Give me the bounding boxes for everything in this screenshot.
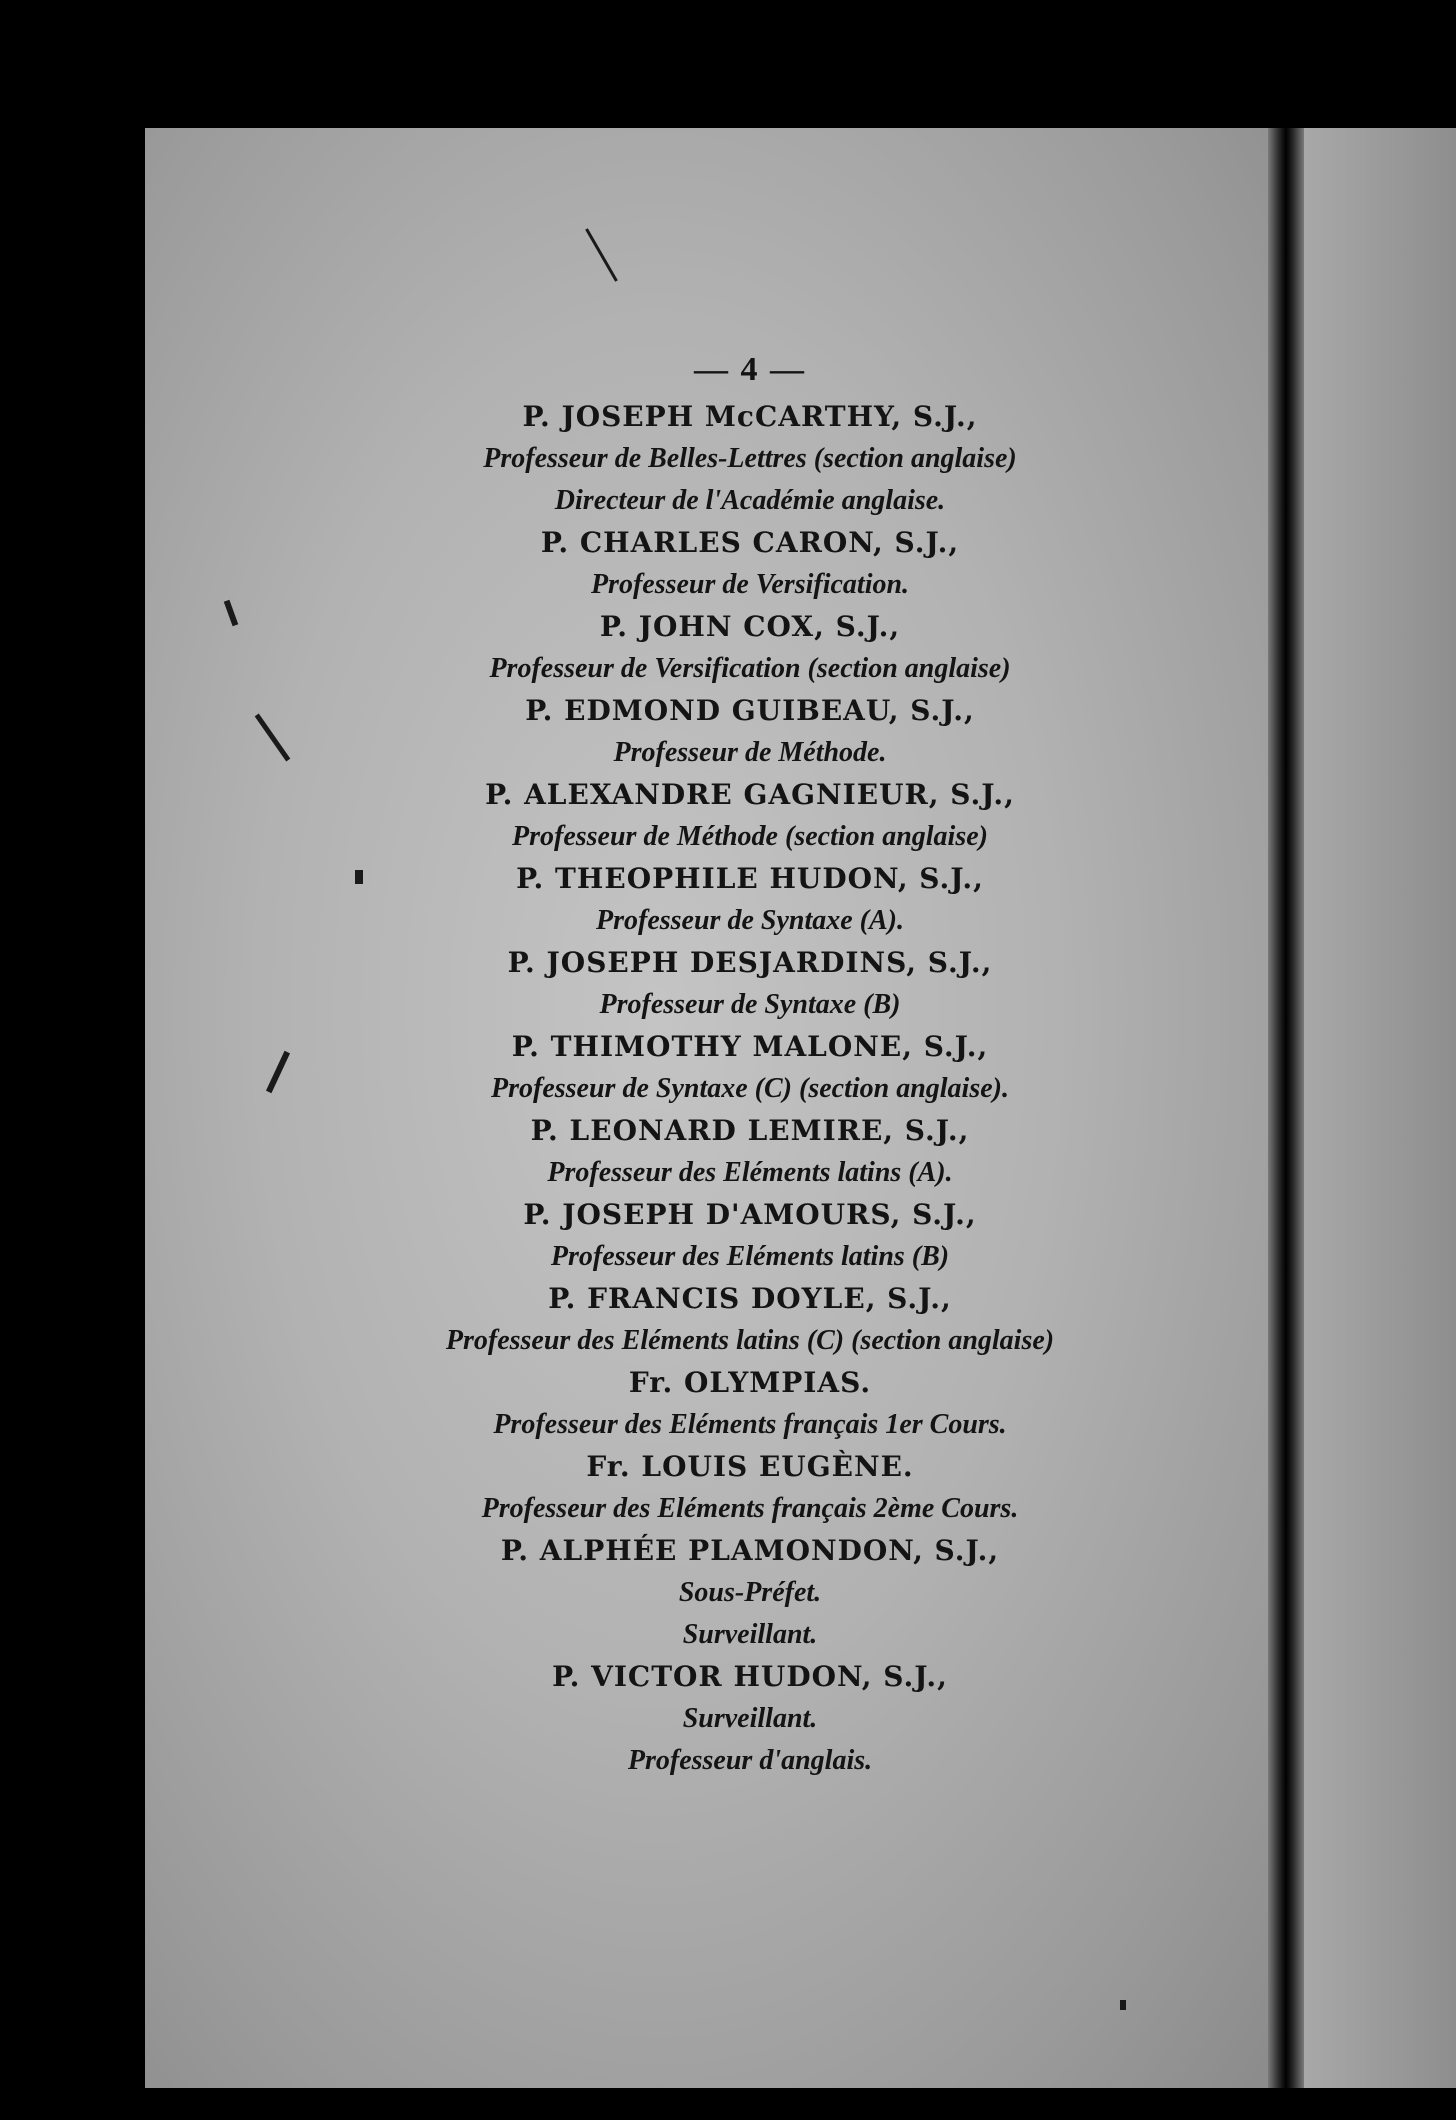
staff-role: Professeur de Méthode.	[613, 737, 887, 768]
staff-entry	[380, 1446, 1120, 1530]
staff-entry	[380, 522, 1120, 606]
staff-name: P. THEOPHILE HUDON, S.J.,	[516, 862, 984, 895]
staff-role: Professeur des Eléments français 2ème Cours.	[481, 1493, 1019, 1524]
staff-name: P. JOSEPH D'AMOURS, S.J.,	[523, 1198, 977, 1231]
scan-mark	[1120, 2000, 1126, 2010]
staff-role: Professeur des Eléments français 1er Cours.	[493, 1409, 1007, 1440]
staff-entry	[380, 1110, 1120, 1194]
staff-entry	[380, 690, 1120, 774]
staff-entry	[380, 1530, 1120, 1656]
staff-role: Professeur de Syntaxe (B)	[599, 989, 901, 1020]
staff-entry	[380, 606, 1120, 690]
staff-entry	[380, 858, 1120, 942]
staff-role: Professeur des Eléments latins (B)	[550, 1241, 950, 1272]
staff-role: Professeur de Versification (section anglaise)	[489, 653, 1011, 684]
staff-name: P. FRANCIS DOYLE, S.J.,	[548, 1282, 952, 1315]
staff-role: Directeur de l'Académie anglaise.	[554, 485, 946, 516]
staff-name: P. JOSEPH DESJARDINS, S.J.,	[507, 946, 993, 979]
staff-entry	[380, 396, 1120, 522]
staff-role: Professeur de Méthode (section anglaise)	[512, 821, 988, 852]
staff-entry	[380, 1194, 1120, 1278]
staff-name: P. CHARLES CARON, S.J.,	[540, 526, 960, 559]
staff-name: P. THIMOTHY MALONE, S.J.,	[511, 1030, 989, 1063]
staff-name: P. VICTOR HUDON, S.J.,	[552, 1660, 948, 1693]
staff-name: P. ALPHÉE PLAMONDON, S.J.,	[500, 1534, 1000, 1567]
staff-role: Sous-Préfet.	[678, 1577, 822, 1608]
staff-entry	[380, 1362, 1120, 1446]
staff-role: Surveillant.	[682, 1703, 818, 1734]
scan-mark	[355, 870, 363, 884]
staff-name: P. LEONARD LEMIRE, S.J.,	[530, 1114, 970, 1147]
staff-name: Fr. LOUIS EUGÈNE.	[586, 1450, 914, 1483]
staff-role: Professeur des Eléments latins (A).	[547, 1157, 953, 1188]
book-gutter	[1268, 128, 1304, 2088]
staff-entry	[380, 774, 1120, 858]
staff-name: Fr. OLYMPIAS.	[628, 1366, 872, 1399]
staff-entry	[380, 1656, 1120, 1782]
staff-entry	[380, 1026, 1120, 1110]
staff-role: Professeur de Syntaxe (A).	[596, 905, 904, 936]
page-number: — 4 —	[694, 351, 806, 388]
page-text	[380, 350, 1120, 1782]
staff-name: P. ALEXANDRE GAGNIEUR, S.J.,	[485, 778, 1015, 811]
adjacent-page-edge	[1304, 128, 1456, 2088]
staff-role: Surveillant.	[682, 1619, 818, 1650]
staff-entry	[380, 942, 1120, 1026]
staff-role: Professeur de Belles-Lettres (section anglaise)	[483, 443, 1017, 474]
staff-name: P. JOHN COX, S.J.,	[599, 610, 901, 643]
staff-role: Professeur des Eléments latins (C) (section anglaise)	[445, 1325, 1055, 1356]
staff-list	[380, 396, 1120, 1782]
staff-role: Professeur de Versification.	[590, 569, 910, 600]
staff-name: P. JOSEPH McCARTHY, S.J.,	[522, 400, 978, 433]
staff-role: Professeur de Syntaxe (C) (section anglaise).	[491, 1073, 1009, 1104]
staff-entry	[380, 1278, 1120, 1362]
staff-name: P. EDMOND GUIBEAU, S.J.,	[525, 694, 975, 727]
staff-role: Professeur d'anglais.	[627, 1745, 873, 1776]
